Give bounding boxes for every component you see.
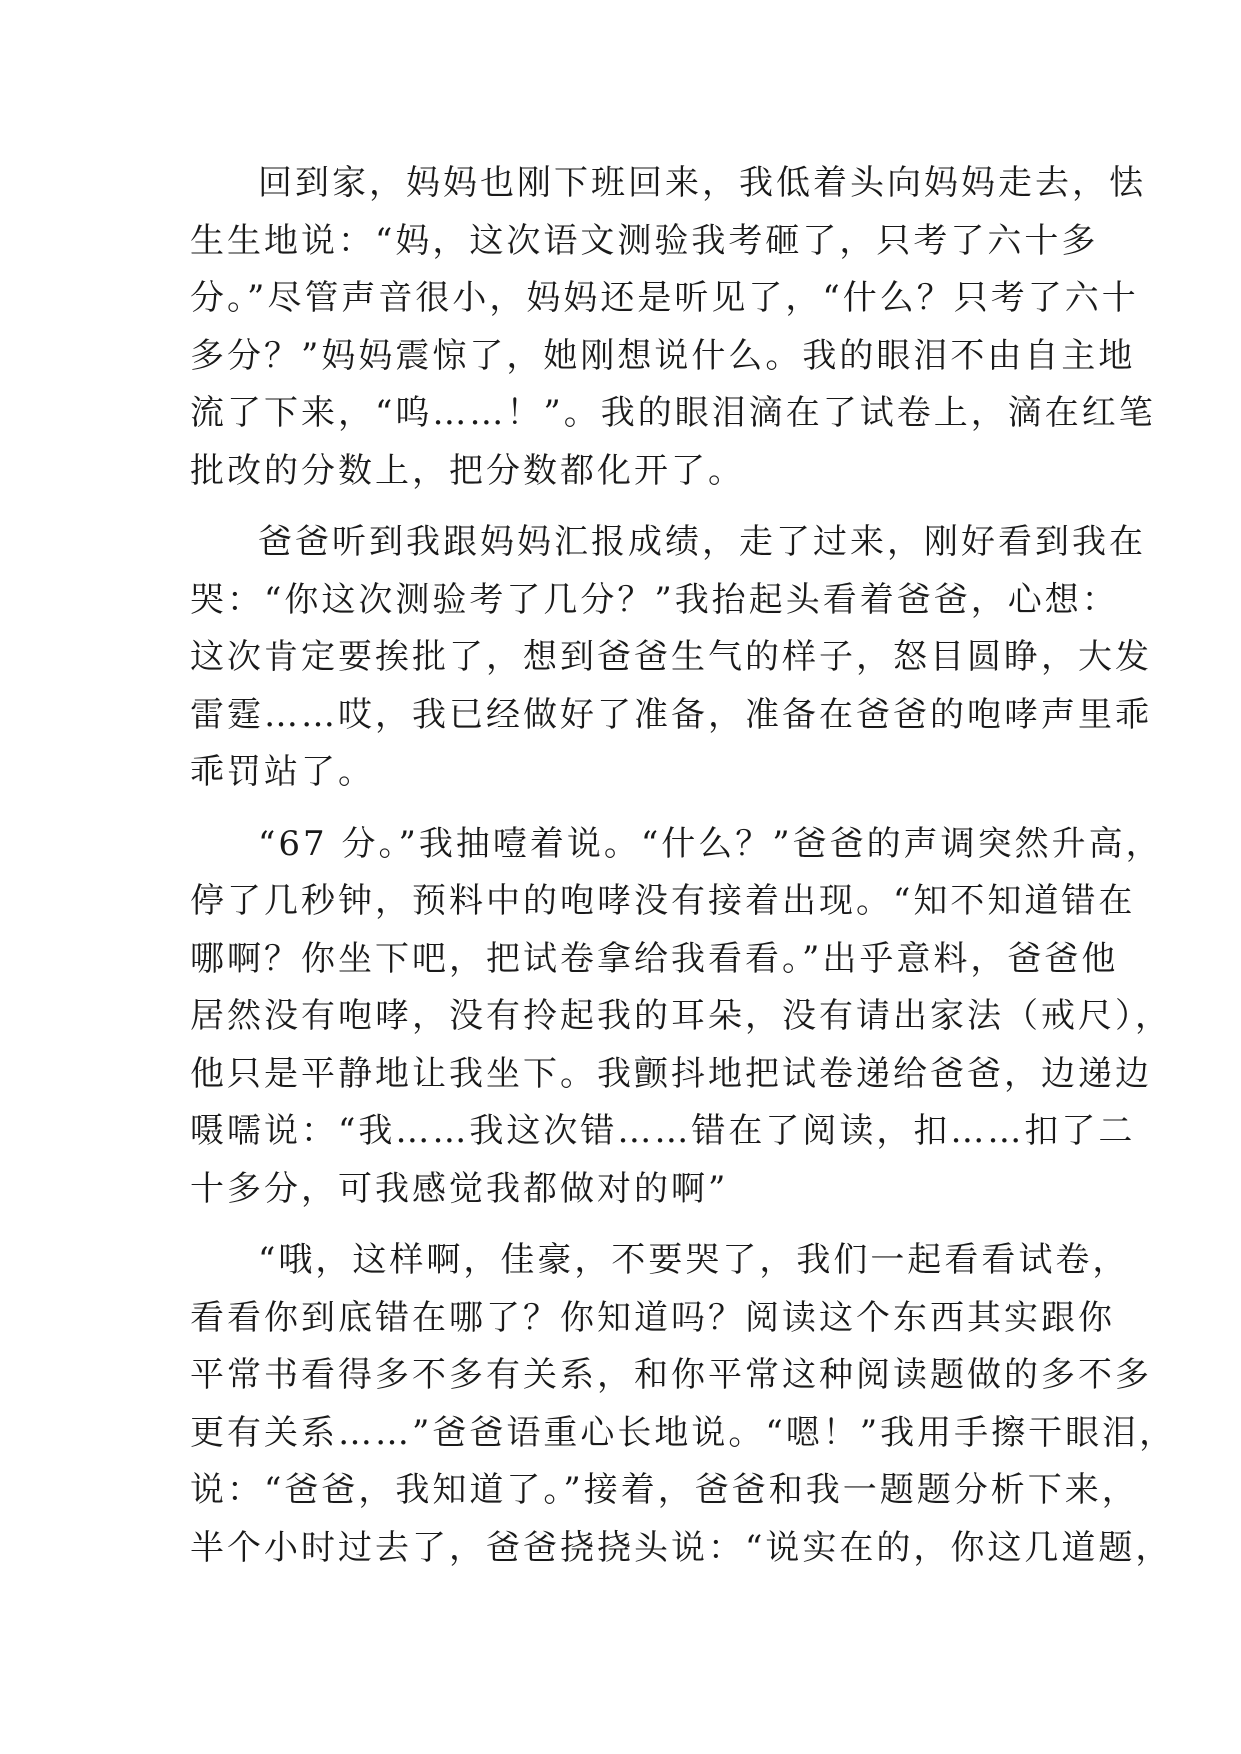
paragraph xyxy=(190,514,1152,802)
text-line: 回到家，妈妈也刚下班回来，我低着头向妈妈走去，怯 xyxy=(258,163,1146,203)
text-line: 嗫嚅说：“我……我这次错……错在了阅读，扣……扣了二 xyxy=(190,1111,1136,1151)
text-line: 分。”尽管声音很小，妈妈还是听见了，“什么？只考了六十 xyxy=(190,278,1139,318)
text-line: 半个小时过去了，爸爸挠挠头说：“说实在的，你这几道题， xyxy=(190,1527,1173,1568)
paragraph xyxy=(190,816,1172,1219)
text-line: 说：“爸爸，我知道了。”接着，爸爸和我一题题分析下来， xyxy=(190,1470,1139,1510)
text-line: “哦，这样啊，佳豪，不要哭了，我们一起看看试卷， xyxy=(258,1240,1130,1280)
text-line: 十多分，可我感觉我都做对的啊” xyxy=(190,1168,729,1209)
text-line: 批改的分数上，把分数都化开了。 xyxy=(190,450,745,491)
text-line: “67 分。”我抽噎着说。“什么？”爸爸的声调突然升高， xyxy=(258,823,1163,864)
text-line: 更有关系……”爸爸语重心长地说。“嗯！”我用手擦干眼泪， xyxy=(190,1412,1177,1453)
text-line: 哭：“你这次测验考了几分？”我抬起头看着爸爸，心想： xyxy=(190,579,1119,620)
paragraph xyxy=(190,1232,1177,1577)
paragraph-spacer xyxy=(190,1218,1050,1232)
text-line: 爸爸听到我跟妈妈汇报成绩，走了过来，刚好看到我在 xyxy=(258,522,1146,562)
text-line: 流了下来，“呜……！”。我的眼泪滴在了试卷上，滴在红笔 xyxy=(190,393,1156,433)
text-line: 看看你到底错在哪了？你知道吗？阅读这个东西其实跟你 xyxy=(190,1297,1115,1338)
text-line: 平常书看得多不多有关系，和你平常这种阅读题做的多不多 xyxy=(190,1355,1152,1395)
text-line: 乖罚站了。 xyxy=(190,752,375,792)
text-line: 这次肯定要挨批了，想到爸爸生气的样子，怒目圆睁，大发 xyxy=(190,637,1152,677)
paragraph-spacer xyxy=(190,500,1050,514)
paragraph xyxy=(190,155,1156,500)
text-line: 生生地说：“妈，这次语文测验我考砸了，只考了六十多 xyxy=(190,220,1099,261)
text-line: 哪啊？你坐下吧，把试卷拿给我看看。”出乎意料，爸爸他 xyxy=(190,938,1119,979)
text-line: 多分？”妈妈震惊了，她刚想说什么。我的眼泪不由自主地 xyxy=(190,335,1136,376)
text-line: 雷霆……哎，我已经做好了准备，准备在爸爸的咆哮声里乖 xyxy=(190,694,1152,735)
article-body xyxy=(190,155,1177,1577)
text-line: 他只是平静地让我坐下。我颤抖地把试卷递给爸爸，边递边 xyxy=(190,1053,1152,1094)
text-line: 居然没有咆哮，没有拎起我的耳朵，没有请出家法（戒尺）， xyxy=(190,996,1172,1036)
text-line: 停了几秒钟，预料中的咆哮没有接着出现。“知不知道错在 xyxy=(190,881,1136,921)
paragraph-spacer xyxy=(190,802,1050,816)
